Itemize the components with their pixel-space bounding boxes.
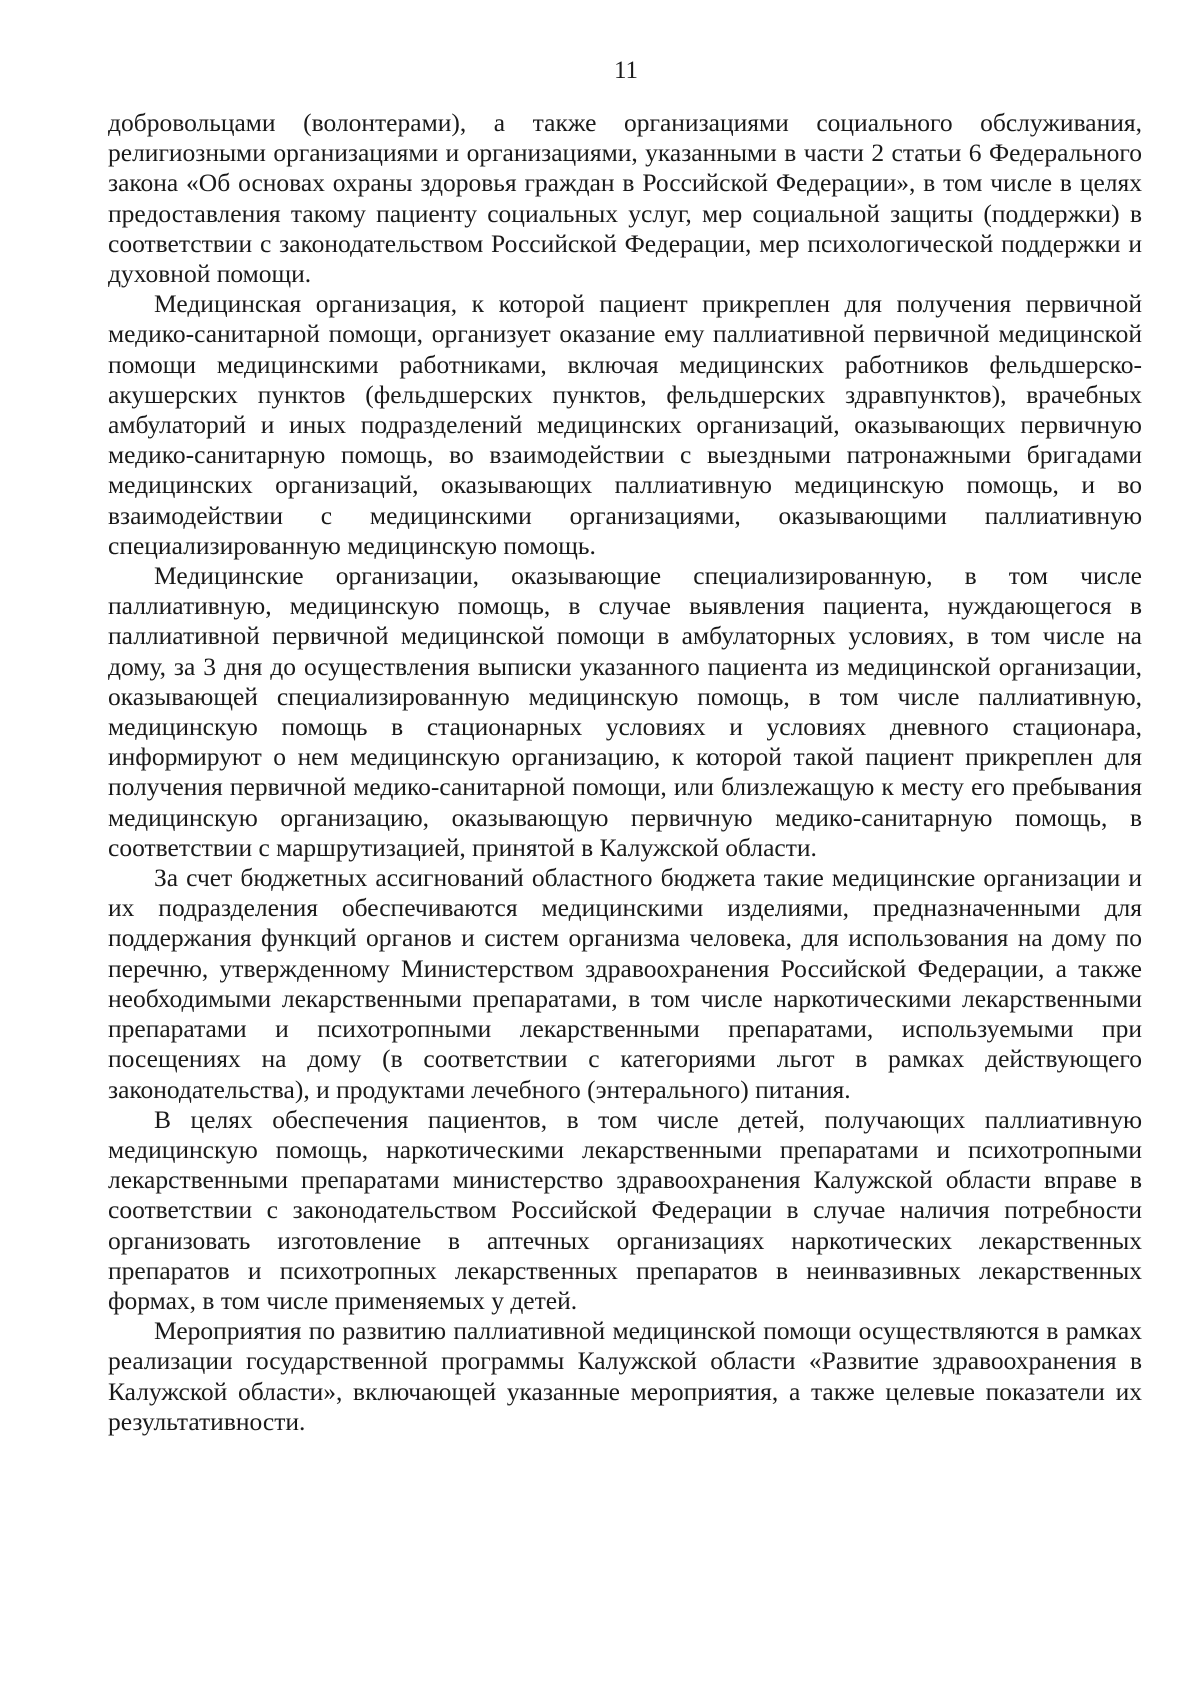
paragraph-primary-care: Медицинская организация, к которой пациент прикреплен для получения первичной медико-санитарной помощи, организует оказание ему паллиативной первичной медицинской помощи медицинскими работниками, включая медицинских работников фельдшерско-акушерских пунктов (фельдшерских пунктов, фельдшерских здравпунктов), врачебных амбулаторий и иных подразделений медицинских организаций, оказывающих первичную медико-санитарную помощь, во взаимодействии с выездными патронажными бригадами медицинских организаций, оказывающих паллиативную медицинскую помощь, и во взаимодействии с медицинскими организациями, оказывающими паллиативную специализированную медицинскую помощь.: [108, 289, 1142, 560]
page-number: 11: [613, 57, 639, 84]
paragraph-specialized-care: Медицинские организации, оказывающие специализированную, в том числе паллиативную, медицинскую помощь, в случае выявления пациента, нуждающегося в паллиативной первичной медицинской помощи в амбулаторных условиях, в том числе на дому, за 3 дня до осуществления выписки указанного пациента из медицинской организации, оказывающей специализированную медицинскую помощь, в том числе паллиативную, медицинскую помощь в стационарных условиях и условиях дневного стационара, информируют о нем медицинскую организацию, к которой такой пациент прикреплен для получения первичной медико-санитарной помощи, или близлежащую к месту его пребывания медицинскую организацию, оказывающую первичную медико-санитарную помощь, в соответствии с маршрутизацией, принятой в Калужской области.: [108, 561, 1142, 862]
document-body: [108, 108, 1142, 1437]
paragraph-narcotic-drugs: В целях обеспечения пациентов, в том числе детей, получающих паллиативную медицинскую помощь, наркотическими лекарственными препаратами и психотропными лекарственными препаратами министерство здравоохранения Калужской области вправе в соответствии с законодательством Российской Федерации в случае наличия потребности организовать изготовление в аптечных организациях наркотических лекарственных препаратов и психотропных лекарственных препаратов в неинвазивных лекарственных формах, в том числе применяемых у детей.: [108, 1104, 1142, 1315]
paragraph-budget-funding: За счет бюджетных ассигнований областного бюджета такие медицинские организации и их подразделения обеспечиваются медицинскими изделиями, предназначенными для поддержания функций органов и систем организма человека, для использования на дому по перечню, утвержденному Министерством здравоохранения Российской Федерации, а также необходимыми лекарственными препаратами, в том числе наркотическими лекарственными препаратами и психотропными лекарственными препаратами, используемыми при посещениях на дому (в соответствии с категориями льгот в рамках действующего законодательства), и продуктами лечебного (энтерального) питания.: [108, 863, 1142, 1104]
paragraph-state-program: Мероприятия по развитию паллиативной медицинской помощи осуществляются в рамках реализации государственной программы Калужской области «Развитие здравоохранения в Калужской области», включающей указанные мероприятия, а также целевые показатели их результативности.: [108, 1316, 1142, 1436]
paragraph-continuation: добровольцами (волонтерами), а также организациями социального обслуживания, религиозными организациями и организациями, указанными в части 2 статьи 6 Федерального закона «Об основах охраны здоровья граждан в Российской Федерации», в том числе в целях предоставления такому пациенту социальных услуг, мер социальной защиты (поддержки) в соответствии с законодательством Российской Федерации, мер психологической поддержки и духовной помощи.: [108, 108, 1142, 289]
